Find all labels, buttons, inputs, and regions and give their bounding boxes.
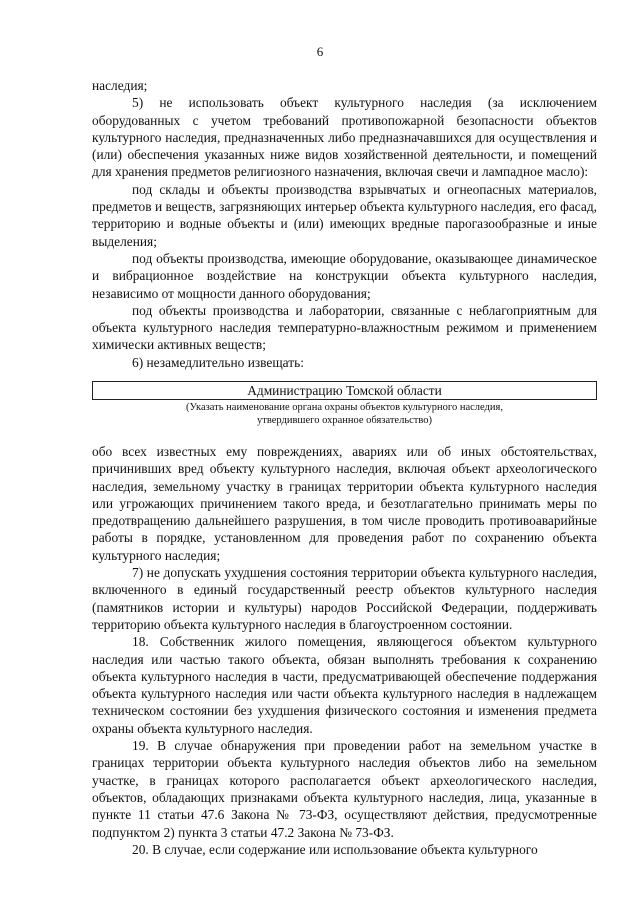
authority-note-line-2: утвердившего охранное обязательство) xyxy=(257,415,432,426)
paragraph-item-5: 5) не использовать объект культурного наследия (за исключением оборудованных с учетом требований противопожарной безопасности объектов культурного наследия, предназначенных либо предназначавшихся для осуществления и (или) обеспечения указанных ниже видов хозяйственной деятельности, и помещений для хранения предметов религиозного назначения, включая свечи и лампадное масло): xyxy=(92,95,597,180)
paragraph-vibration-equipment: под объекты производства, имеющие оборудование, оказывающее динамическое и вибрационное воздействие на конструкции объекта культурного наследия, независимо от мощности данного оборудования; xyxy=(92,250,597,301)
paragraph-warehouses: под склады и объекты производства взрывчатых и огнеопасных материалов, предметов и веществ, загрязняющих интерьер объекта культурного наследия, его фасад, территорию и водные объекты и (или) имеющих вредные парогазообразные и иные выделения; xyxy=(92,181,597,249)
authority-note-line-1: (Указать наименование органа охраны объектов культурного наследия, xyxy=(186,402,503,413)
top-text-block xyxy=(92,77,597,371)
paragraph-section-20: 20. В случае, если содержание или использование объекта культурного xyxy=(132,841,538,857)
bottom-text-block xyxy=(92,443,597,858)
paragraph-item-7: 7) не допускать ухудшения состояния территории объекта культурного наследия, включенного в единый государственный реестр объектов культурного наследия (памятников истории и культуры) народов Российской Федерации, поддерживать территорию объекта культурного наследия в благоустроенном состоянии. xyxy=(92,565,597,632)
paragraph-damage-notice: обо всех известных ему повреждениях, авариях или об иных обстоятельствах, причинивших вред объекту культурного наследия, включая объект археологического наследия, земельному участку в границах территории объекта культурного наследия или угрожающих причинением такого вреда, и безотлагательно принимать меры по предотвращению дальнейшего разрушения, в том числе проводить противоаварийные работы в порядке, установленном для проведения работ по сохранению объекта культурного наследия; xyxy=(92,444,597,563)
paragraph-heritage-end: наследия; xyxy=(92,78,148,93)
authority-note xyxy=(92,401,597,427)
page-number: 6 xyxy=(316,44,324,59)
paragraph-item-6: 6) незамедлительно извещать: xyxy=(132,354,304,370)
paragraph-section-18: 18. Собственник жилого помещения, являющегося объектом культурного наследия или частью такого объекта, обязан выполнять требования к сохранению объекта культурного наследия в части, предусматривающей обеспечение поддержания объекта культурного наследия или части объекта культурного наследия в надлежащем техническом состоянии без ухудшения физического состояния и изменения предмета охраны объекта культурного наследия. xyxy=(92,634,597,736)
paragraph-section-19: 19. В случае обнаружения при проведении работ на земельном участке в границах территории объекта культурного наследия объектов либо на земельном участке, в границах которого располагается объект археологического наследия, объектов, обладающих признаками объекта культурного наследия, лица, указанные в пункте 11 статьи 47.6 Закона № 73-ФЗ, осуществляют действия, предусмотренные подпунктом 2) пункта 3 статьи 47.2 Закона № 73-ФЗ. xyxy=(92,738,597,840)
authority-name-box xyxy=(92,381,597,400)
authority-name: Администрацию Томской области xyxy=(247,383,442,398)
paragraph-laboratories: под объекты производства и лаборатории, связанные с неблагоприятным для объекта культурного наследия температурно-влажностным режимом и применением химически активных веществ; xyxy=(92,302,597,353)
